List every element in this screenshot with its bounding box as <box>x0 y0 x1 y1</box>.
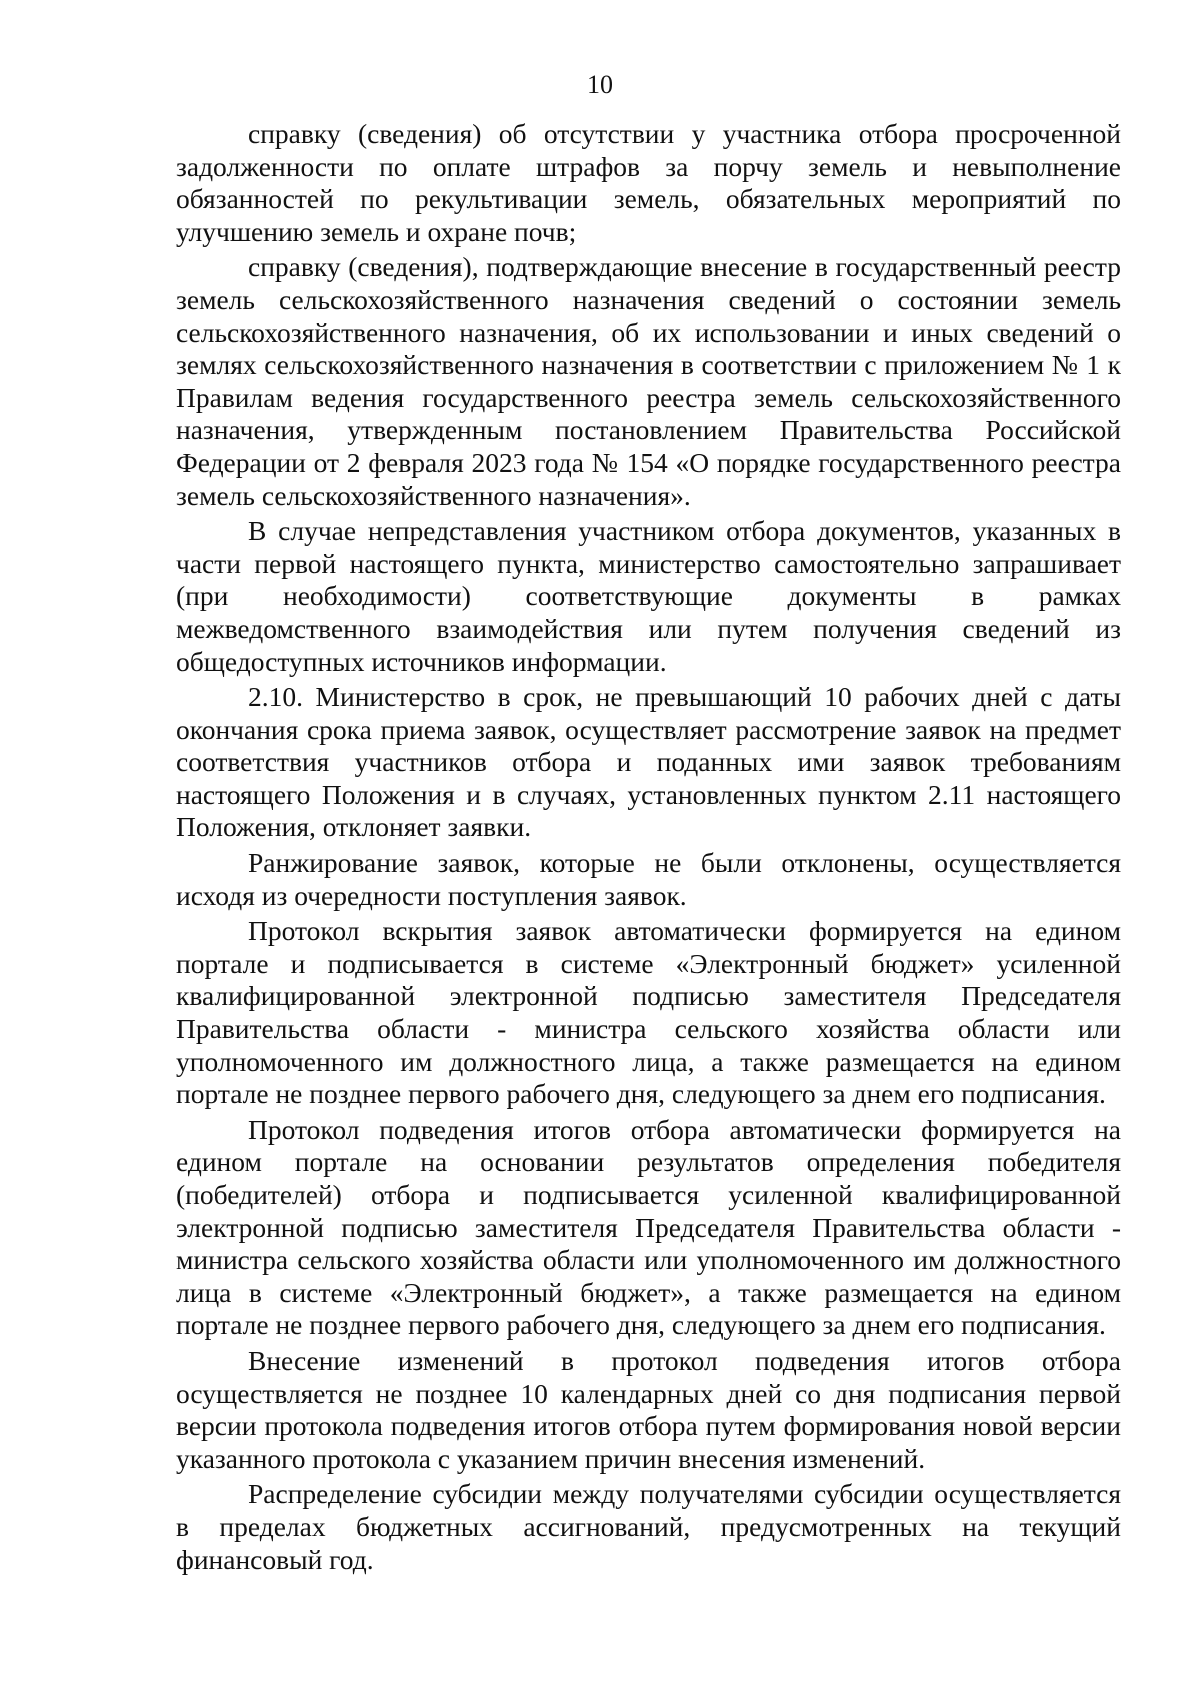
paragraph-certificate-registry: справку (сведения), подтверждающие внесение в государственный реестр земель сельскохозяйственного назначения сведений о состоянии земель сельскохозяйственного назначения, об их использовании и иных сведений о землях сельскохозяйственного назначения в соответствии с приложением № 1 к Правилам ведения государственного реестра земель сельскохозяйственного назначения, утвержденным постановлением Правительства Российской Федерации от 2 февраля 2023 года № 154 «О порядке государственного реестра земель сельскохозяйственного назначения». <box>176 251 1121 511</box>
paragraph-protocol-changes: Внесение изменений в протокол подведения итогов отбора осуществляется не позднее 10 календарных дней со дня подписания первой версии протокола подведения итогов отбора путем формирования новой версии указанного протокола с указанием причин внесения изменений. <box>176 1344 1121 1474</box>
paragraph-results-protocol: Протокол подведения итогов отбора автоматически формируется на едином портале на основании результатов определения победителя (победителей) отбора и подписывается усиленной квалифицированной электронной подписью заместителя Председателя Правительства области - министра сельского хозяйства области или уполномоченного им должностного лица в системе «Электронный бюджет», а также размещается на едином портале не позднее первого рабочего дня, следующего за днем его подписания. <box>176 1113 1121 1341</box>
paragraph-opening-protocol: Протокол вскрытия заявок автоматически формируется на едином портале и подписывается в системе «Электронный бюджет» усиленной квалифицированной электронной подписью заместителя Председателя Правительства области - министра сельского хозяйства области или уполномоченного им должностного лица, а также размещается на едином портале не позднее первого рабочего дня, следующего за днем его подписания. <box>176 915 1121 1110</box>
page-number: 10 <box>587 70 613 99</box>
paragraph-ranking: Ранжирование заявок, которые не были отклонены, осуществляется исходя из очередности поступления заявок. <box>176 847 1121 911</box>
paragraph-subsidy-distribution: Распределение субсидии между получателями субсидии осуществляется в пределах бюджетных ассигнований, предусмотренных на текущий финансовый год. <box>176 1478 1121 1575</box>
paragraph-non-submission: В случае непредставления участником отбора документов, указанных в части первой настоящего пункта, министерство самостоятельно запрашивает (при необходимости) соответствующие документы в рамках межведомственного взаимодействия или путем получения сведений из общедоступных источников информации. <box>176 515 1121 677</box>
document-body <box>176 118 1121 1579</box>
paragraph-certificate-no-debt: справку (сведения) об отсутствии у участника отбора просроченной задолженности по оплате штрафов за порчу земель и невыполнение обязанностей по рекультивации земель, обязательных мероприятий по улучшению земель и охране почв; <box>176 118 1121 247</box>
paragraph-2-10-review: 2.10. Министерство в срок, не превышающий 10 рабочих дней с даты окончания срока приема заявок, осуществляет рассмотрение заявок на предмет соответствия участников отбора и поданных ими заявок требованиям настоящего Положения и в случаях, установленных пунктом 2.11 настоящего Положения, отклоняет заявки. <box>176 681 1121 843</box>
